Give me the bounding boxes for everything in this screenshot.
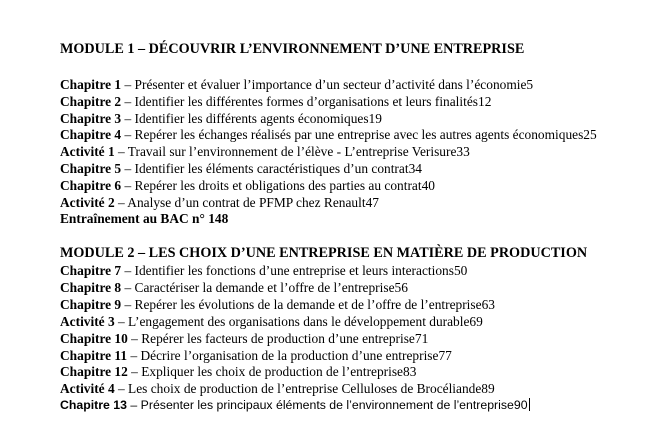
toc-entry-chapitre-1 [60, 76, 533, 93]
entry-label: Chapitre 2 [60, 94, 122, 109]
entry-page-number: 83 [403, 364, 417, 379]
entry-page-number: 19 [368, 111, 382, 126]
entry-text: – Présenter et évaluer l’importance d’un secteur d’activité dans l’économie [121, 77, 527, 92]
toc-entry-chapitre-9 [60, 296, 495, 313]
entry-page-number: 34 [408, 161, 422, 176]
entry-page-number: 40 [421, 178, 435, 193]
entry-page-number: 47 [365, 195, 379, 210]
entry-page-number: 56 [394, 280, 408, 295]
text-cursor [529, 398, 530, 411]
entry-page-number: 50 [453, 263, 468, 278]
entry-text: – Repérer les évolutions de la demande et de l’offre de l’entreprise [121, 297, 482, 312]
entry-text: – Identifier les fonctions d’une entreprise et leurs interactions [121, 263, 454, 278]
entry-label: Chapitre 7 [60, 263, 122, 278]
toc-entry-activite-3 [60, 313, 483, 330]
entry-text: – Identifier les différents agents économiques [121, 111, 369, 126]
entry-label: Activité 4 [60, 381, 115, 396]
entry-page-number: 69 [469, 314, 483, 329]
toc-entry-chapitre-11 [60, 347, 452, 364]
entry-label: Chapitre 6 [60, 178, 122, 193]
toc-entry-chapitre-10 [60, 330, 428, 347]
entry-label: Chapitre 13 [60, 398, 127, 412]
entry-label: Chapitre 12 [60, 364, 128, 379]
toc-entry-activite-4 [60, 380, 495, 397]
toc-entry-entrainement-bac [60, 210, 228, 227]
module-1-title: MODULE 1 – DÉCOUVRIR L’ENVIRONNEMENT D’UNE ENTREPRISE [60, 41, 525, 57]
entry-text: – Présenter les principaux éléments de l’environnement de l’entreprise [126, 398, 514, 412]
entry-text: – Analyse d’un contrat de PFMP chez Renault [114, 195, 366, 210]
toc-entry-chapitre-13 [60, 397, 530, 414]
entry-text: – Repérer les facteurs de production d’une entreprise [127, 331, 415, 346]
entry-text: – Identifier les éléments caractéristiques d’un contrat [121, 161, 409, 176]
entry-text: – Identifier les différentes formes d’organisations et leurs finalités [121, 94, 478, 109]
entry-page-number: 63 [481, 297, 495, 312]
entry-label: Chapitre 5 [60, 161, 122, 176]
entry-label: Chapitre 9 [60, 297, 122, 312]
entry-text: – Caractériser la demande et l’offre de l’entreprise [121, 280, 395, 295]
entry-page-number: 90 [513, 398, 528, 412]
entry-text: – Expliquer les choix de production de l’entreprise [127, 364, 403, 379]
toc-entry-chapitre-7 [60, 262, 467, 279]
entry-page-number: 25 [583, 127, 597, 142]
entry-label: Chapitre 10 [60, 331, 128, 346]
entry-label: Entraînement au BAC n° 1 [60, 211, 215, 226]
toc-entry-chapitre-5 [60, 160, 422, 177]
entry-label: Chapitre 1 [60, 77, 122, 92]
toc-entry-chapitre-4 [60, 126, 597, 143]
entry-text: – Repérer les échanges réalisés par une entreprise avec les autres agents économiques [121, 127, 584, 142]
entry-label: Chapitre 4 [60, 127, 122, 142]
entry-label: Chapitre 3 [60, 111, 122, 126]
entry-label: Activité 2 [60, 195, 115, 210]
entry-text: – L’engagement des organisations dans le développement durable [114, 314, 470, 329]
toc-entry-activite-1 [60, 143, 470, 160]
entry-label: Activité 1 [60, 144, 115, 159]
toc-entry-activite-2 [60, 194, 379, 211]
toc-entry-chapitre-12 [60, 363, 416, 380]
module-2-title: MODULE 2 – LES CHOIX D’UNE ENTREPRISE EN MATIÈRE DE PRODUCTION [60, 245, 588, 261]
entry-text: – Repérer les droits et obligations des parties au contrat [121, 178, 422, 193]
toc-entry-chapitre-6 [60, 177, 435, 194]
entry-text: – Travail sur l’environnement de l’élève - L’entreprise Verisure [114, 144, 457, 159]
toc-entry-chapitre-3 [60, 110, 382, 127]
entry-label: Chapitre 11 [60, 348, 128, 363]
entry-page-number: 48 [214, 211, 229, 226]
toc-entry-chapitre-8 [60, 279, 408, 296]
entry-page-number: 89 [481, 381, 495, 396]
entry-page-number: 77 [438, 348, 452, 363]
entry-label: Chapitre 8 [60, 280, 122, 295]
entry-page-number: 5 [526, 77, 534, 92]
entry-label: Activité 3 [60, 314, 115, 329]
entry-text: – Les choix de production de l’entreprise Celluloses de Brocéliande [114, 381, 482, 396]
entry-page-number: 12 [478, 94, 492, 109]
toc-entry-chapitre-2 [60, 93, 491, 110]
entry-page-number: 71 [414, 331, 429, 346]
entry-text: – Décrire l’organisation de la production d’une entreprise [127, 348, 439, 363]
entry-page-number: 33 [456, 144, 470, 159]
